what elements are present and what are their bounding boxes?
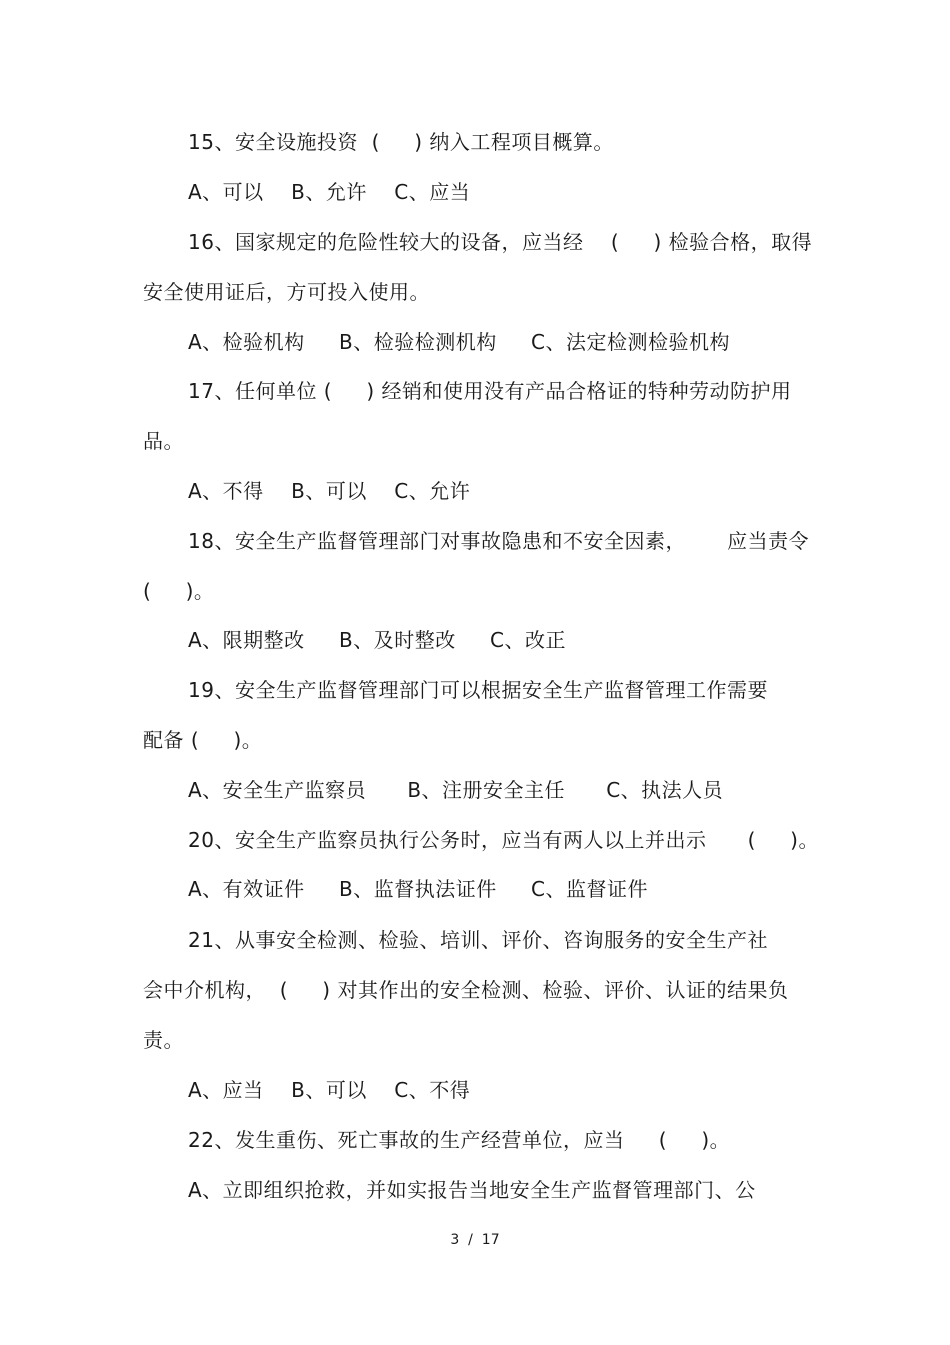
question-18-continued: ( )。 xyxy=(143,579,215,603)
question-21: 21、从事安全检测、检验、培训、评价、咨询服务的安全生产社 xyxy=(188,928,768,952)
question-16: 16、国家规定的危险性较大的设备，应当经 ( ) 检验合格，取得 xyxy=(188,230,813,254)
question-22-option-a: A、立即组织抢救，并如实报告当地安全生产监督管理部门、公 xyxy=(188,1178,756,1202)
page-number: 3 / 17 xyxy=(450,1232,500,1248)
question-18-options: A、限期整改 B、及时整改 C、改正 xyxy=(188,628,566,652)
question-19-options: A、安全生产监察员 B、注册安全主任 C、执法人员 xyxy=(188,778,724,802)
question-17-options: A、不得 B、可以 C、允许 xyxy=(188,479,471,503)
question-21-continued-2: 责。 xyxy=(143,1028,184,1052)
question-16-options: A、检验机构 B、检验检测机构 C、法定检测检验机构 xyxy=(188,330,730,354)
question-21-continued: 会中介机构， ( ) 对其作出的安全检测、检验、评价、认证的结果负 xyxy=(143,978,789,1002)
question-20: 20、安全生产监察员执行公务时，应当有两人以上并出示 ( )。 xyxy=(188,828,819,852)
question-15: 15、安全设施投资 ( ) 纳入工程项目概算。 xyxy=(188,130,614,154)
question-20-options: A、有效证件 B、监督执法证件 C、监督证件 xyxy=(188,877,648,901)
question-15-options: A、可以 B、允许 C、应当 xyxy=(188,180,471,204)
question-22: 22、发生重伤、死亡事故的生产经营单位，应当 ( )。 xyxy=(188,1128,731,1152)
question-17: 17、任何单位 ( ) 经销和使用没有产品合格证的特种劳动防护用 xyxy=(188,379,792,403)
question-16-continued: 安全使用证后，方可投入使用。 xyxy=(143,280,430,304)
question-21-options: A、应当 B、可以 C、不得 xyxy=(188,1078,471,1102)
question-19-continued: 配备 ( )。 xyxy=(143,728,263,752)
question-17-continued: 品。 xyxy=(143,429,184,453)
question-19: 19、安全生产监督管理部门可以根据安全生产监督管理工作需要 xyxy=(188,678,768,702)
question-18: 18、安全生产监督管理部门对事故隐患和不安全因素， 应当责令 xyxy=(188,529,810,553)
